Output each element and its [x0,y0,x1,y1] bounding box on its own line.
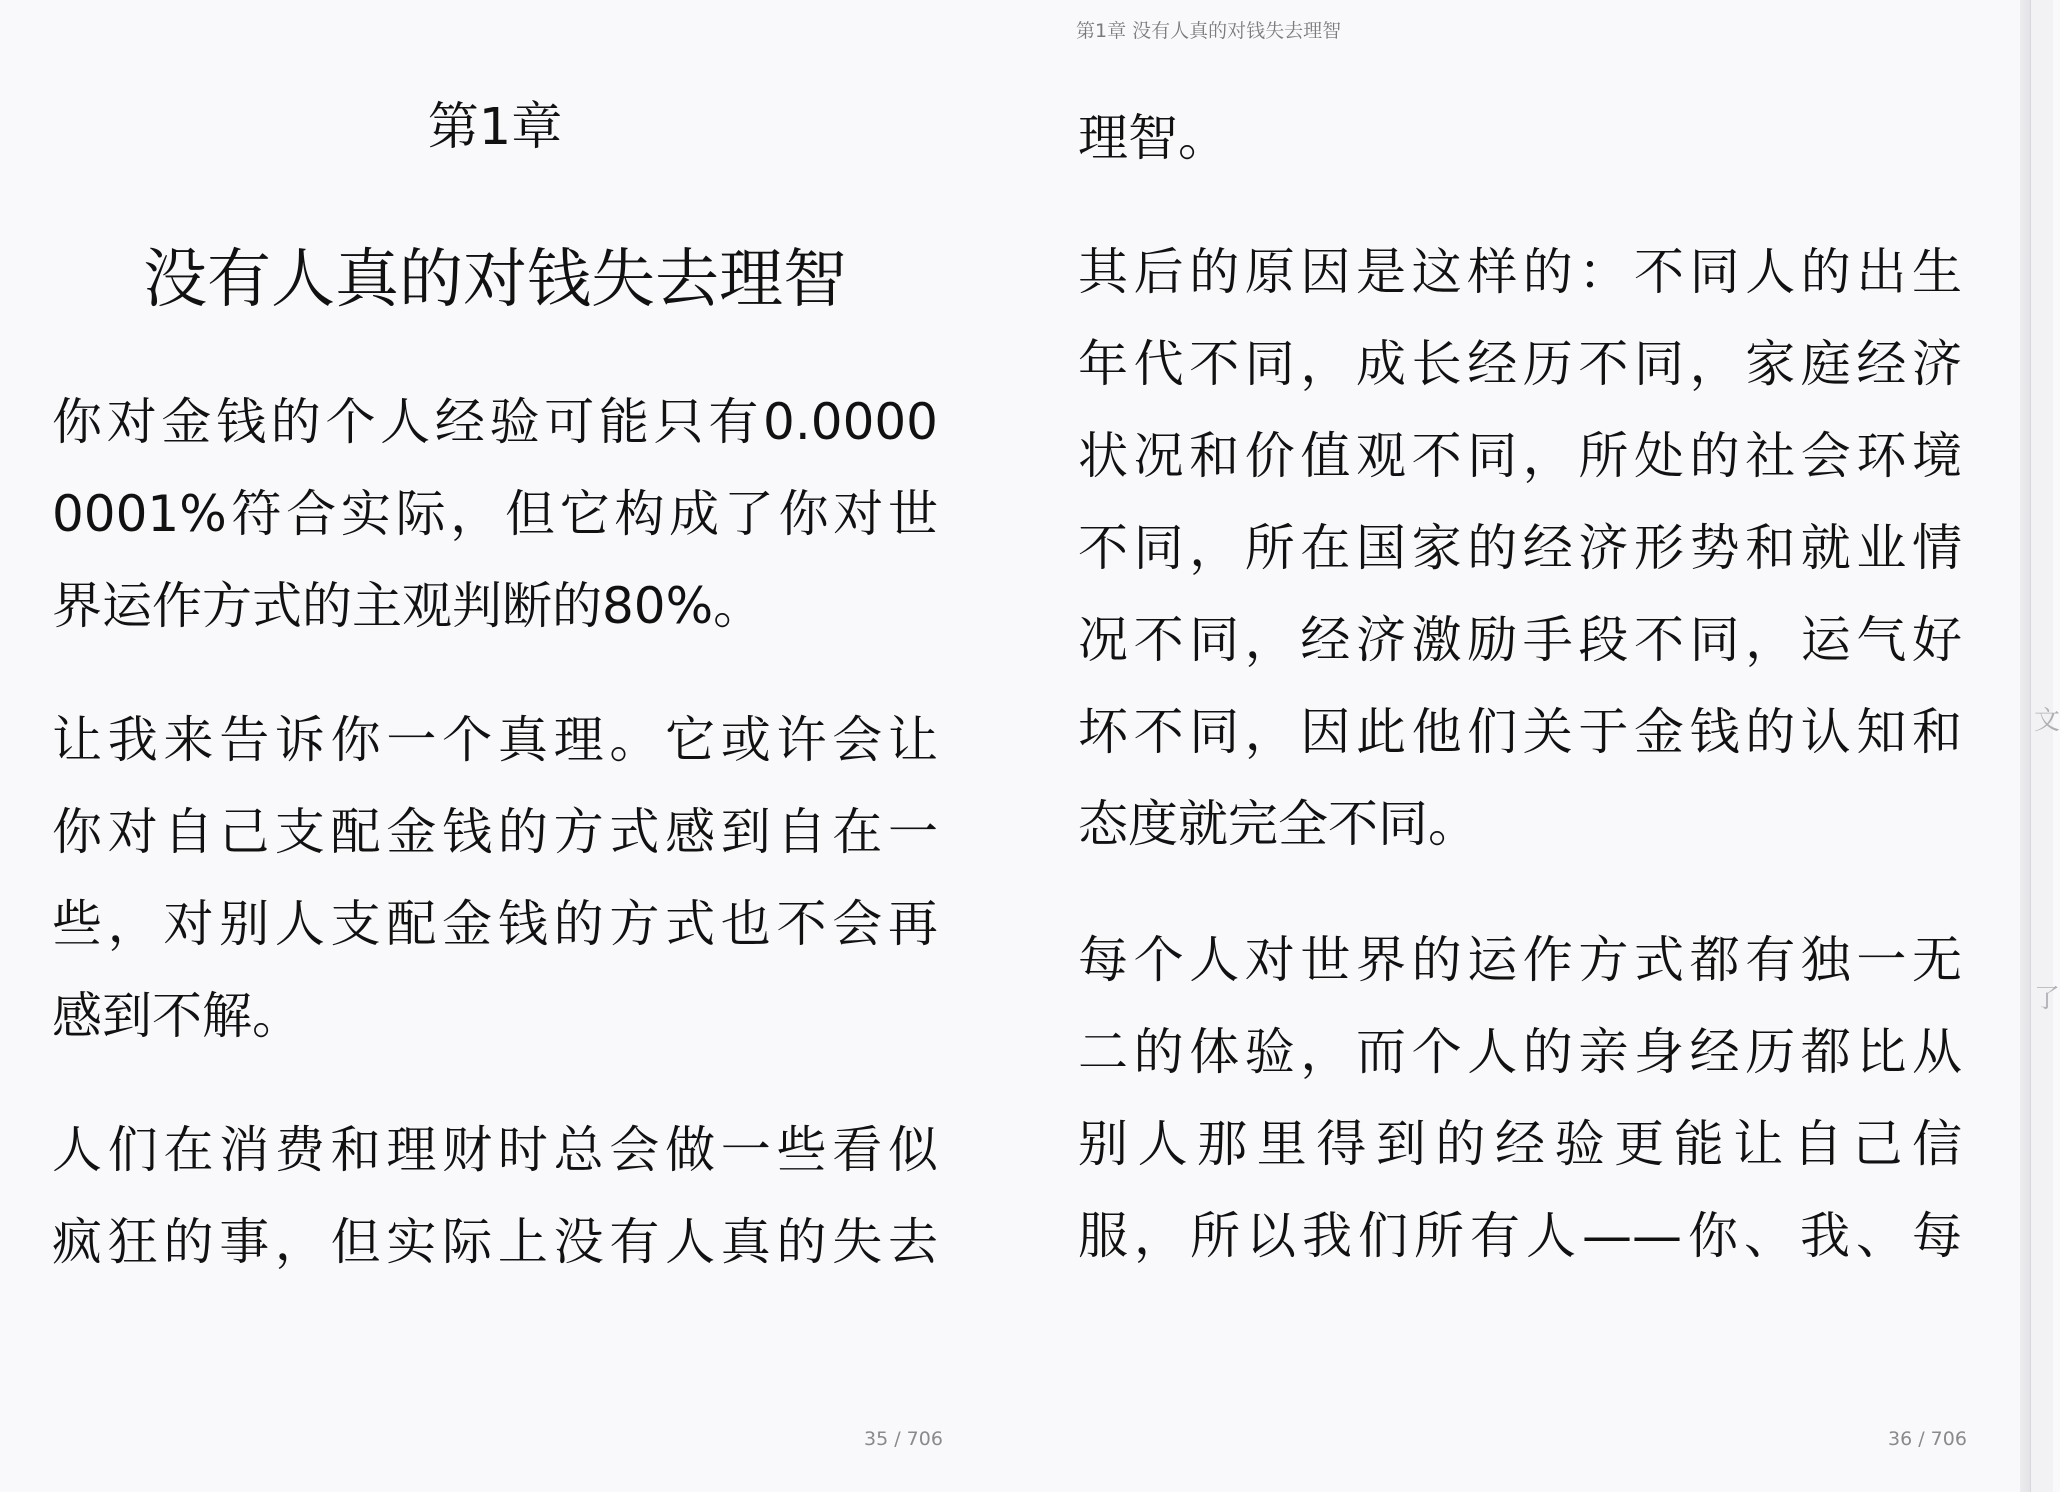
text-line: 不同，所在国家的经济形势和就业情 [1078,519,1962,577]
text-line: 状况和价值观不同，所处的社会环境 [1078,427,1962,485]
text-line: 每个人对世界的运作方式都有独一无 [1078,931,1962,989]
text-line: 服，所以我们所有人——你、我、每 [1078,1207,1962,1265]
text-line: 理智。 [1078,109,1228,167]
text-line: 态度就完全不同。 [1078,795,1478,853]
text-line: 让我来告诉你一个真理。它或许会让 [52,711,938,769]
left-paragraph-2 [52,694,938,1062]
page-number-left: 35 / 706 [864,1428,943,1450]
text-line: 其后的原因是这样的：不同人的出生 [1078,243,1962,301]
text-line: 坏不同，因此他们关于金钱的认知和 [1078,703,1962,761]
next-page-peek-text: 了 [2034,984,2060,1014]
running-header: 第1章 没有人真的对钱失去理智 [1076,20,1342,42]
left-paragraph-1 [52,376,938,652]
text-line: 0001%符合实际，但它构成了你对世 [52,485,938,543]
right-paragraph-2 [1078,226,1962,870]
text-line: 疯狂的事，但实际上没有人真的失去 [52,1213,938,1271]
page-number-right: 36 / 706 [1888,1428,1967,1450]
text-line: 界运作方式的主观判断的80%。 [52,577,764,635]
text-line: 别人那里得到的经验更能让自己信 [1078,1115,1962,1173]
left-paragraph-3 [52,1104,938,1288]
text-line: 二的体验，而个人的亲身经历都比从 [1078,1023,1962,1081]
next-page-edge[interactable] [2030,0,2060,1492]
right-paragraph-1 [1078,92,1962,184]
text-line: 人们在消费和理财时总会做一些看似 [52,1121,938,1179]
next-page-peek-text: 文 [2034,706,2060,736]
text-line: 你对金钱的个人经验可能只有0.0000 [52,393,938,451]
right-paragraph-3 [1078,914,1962,1282]
chapter-title: 没有人真的对钱失去理智 [143,243,847,317]
text-line: 年代不同，成长经历不同，家庭经济 [1078,335,1962,393]
text-line: 你对自己支配金钱的方式感到自在一 [52,803,938,861]
text-line: 些，对别人支配金钱的方式也不会再 [52,895,938,953]
text-line: 感到不解。 [52,987,302,1045]
text-line: 况不同，经济激励手段不同，运气好 [1078,611,1962,669]
chapter-number: 第1章 [427,98,563,157]
